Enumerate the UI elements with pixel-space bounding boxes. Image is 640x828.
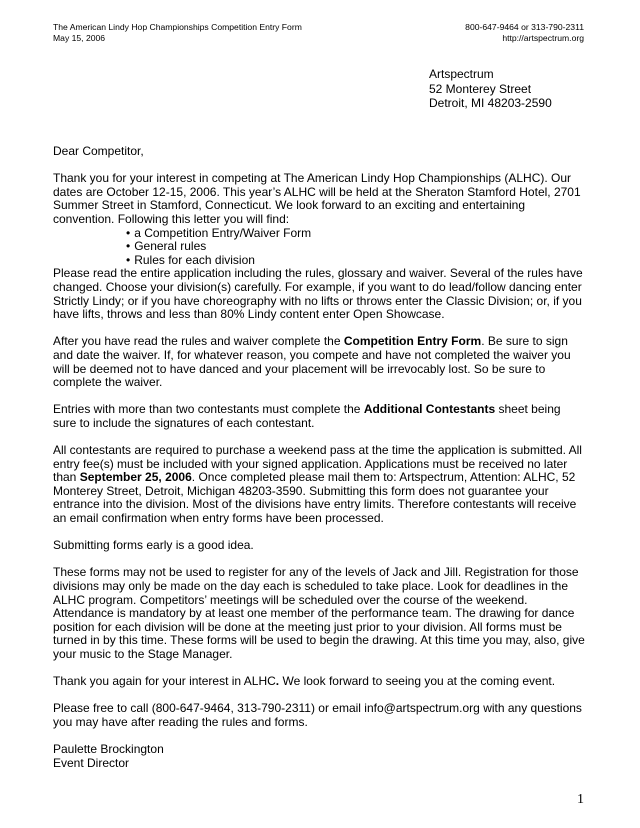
address-line-2: 52 Monterey Street	[429, 81, 532, 96]
paragraph-rules: Please read the entire application including the rules, glossary and waiver. Several of the rules have changed. Choose your division(s) carefully. For example, if you want to do lead/follow dancing enter Strictly Lindy; or if you have choreography with no lifts or throws enter the Classic Division; or, if you have lifts, throws and less than 80% Lindy content enter Open Showcase.	[53, 266, 583, 322]
paragraph-additional-contestants	[53, 403, 587, 430]
signer-name: Paulette Brockington	[53, 742, 164, 757]
signature-block	[53, 743, 587, 770]
header-form-title: The American Lindy Hop Championships Competition Entry Form	[53, 22, 302, 32]
letter-body	[53, 145, 587, 770]
list-item: • General rules	[53, 240, 587, 254]
bold-additional-contestants: Additional Contestants	[363, 402, 496, 417]
paragraph-intro: Thank you for your interest in competing at The American Lindy Hop Championships (ALHC). Our dates are October 12-15, 2006. This year’s ALHC will be held at the Sheraton Stamford Hotel, 2701 Summer Street in Stamford, Connecticut. We look forward to an exciting and entertaining convention. Following this letter you will find:	[53, 171, 581, 226]
text-span: We look forward to seeing you at the coming event.	[279, 674, 556, 689]
salutation: Dear Competitor,	[53, 144, 144, 158]
bold-entry-form: Competition Entry Form	[343, 334, 482, 349]
header-date: May 15, 2006	[53, 32, 106, 43]
header-phone: 800-647-9464 or 313-790-2311	[465, 22, 584, 32]
signer-title: Event Director	[53, 755, 130, 770]
text-span: . Once completed please mail them to: Artspectrum, Attention: ALHC, 52 Monterey Street, Detroit, Michigan 48203-3590. Submitting this form does not guarantee your entrance into the division. Most of the divisions have entry limits. Therefore contestants will receive an email confirmation when entry forms have been processed.	[53, 470, 577, 526]
paragraph-fees	[53, 444, 587, 526]
address-line-1: Artspectrum	[429, 67, 494, 81]
list-item: • a Competition Entry/Waiver Form	[53, 227, 587, 241]
text-span: sheet being sure to include the signatures of each contestant.	[53, 402, 561, 430]
paragraph-entry-form	[53, 335, 587, 389]
paragraph-contact: Please free to call (800-647-9464, 313-790-2311) or email info@artspectrum.org with any questions you may have after reading the rules and forms.	[53, 701, 582, 729]
list-item: • Rules for each division	[53, 254, 587, 268]
paragraph-early: Submitting forms early is a good idea.	[53, 538, 254, 553]
text-span: After you have read the rules and waiver complete the	[53, 334, 344, 349]
text-span: Thank you again for your interest in ALHC	[53, 674, 276, 689]
page-number: 1	[577, 792, 584, 807]
bold-deadline: September 25, 2006	[79, 470, 192, 485]
text-span: All contestants are required to purchase a weekend pass at the time the application is submitted. All entry fee(s) must be included with your signed application. Applications must be received no later than	[53, 443, 582, 485]
paragraph-jack-and-jill: These forms may not be used to register for any of the levels of Jack and Jill. Registration for those divisions may only be made on the day each is scheduled to take place. Look for deadlines in the ALHC program. Competitors’ meetings will be scheduled over the course of the weekend. Attendance is mandatory by at least one member of the performance team. The drawing for dance position for each division will be done at the meeting just prior to your division. All forms must be turned in by this time. These forms will be used to begin the drawing. At this time you may, also, give your music to the Stage Manager.	[53, 565, 585, 661]
text-span: . Be sure to sign and date the waiver. If, for whatever reason, you compete and have not completed the waiver you will be deemed not to have danced and your placement will be irrevocably lost. So be sure to complete the waiver.	[53, 334, 571, 390]
bold-period: .	[275, 674, 280, 689]
running-header-left	[53, 22, 302, 43]
address-line-3: Detroit, MI 48203-2590	[429, 96, 552, 110]
text-span: Entries with more than two contestants must complete the	[53, 402, 364, 417]
enclosure-list	[53, 227, 587, 268]
return-address	[429, 67, 552, 111]
header-website: http://artspectrum.org	[502, 32, 584, 43]
running-header-right	[465, 22, 584, 43]
paragraph-thanks	[53, 675, 587, 689]
